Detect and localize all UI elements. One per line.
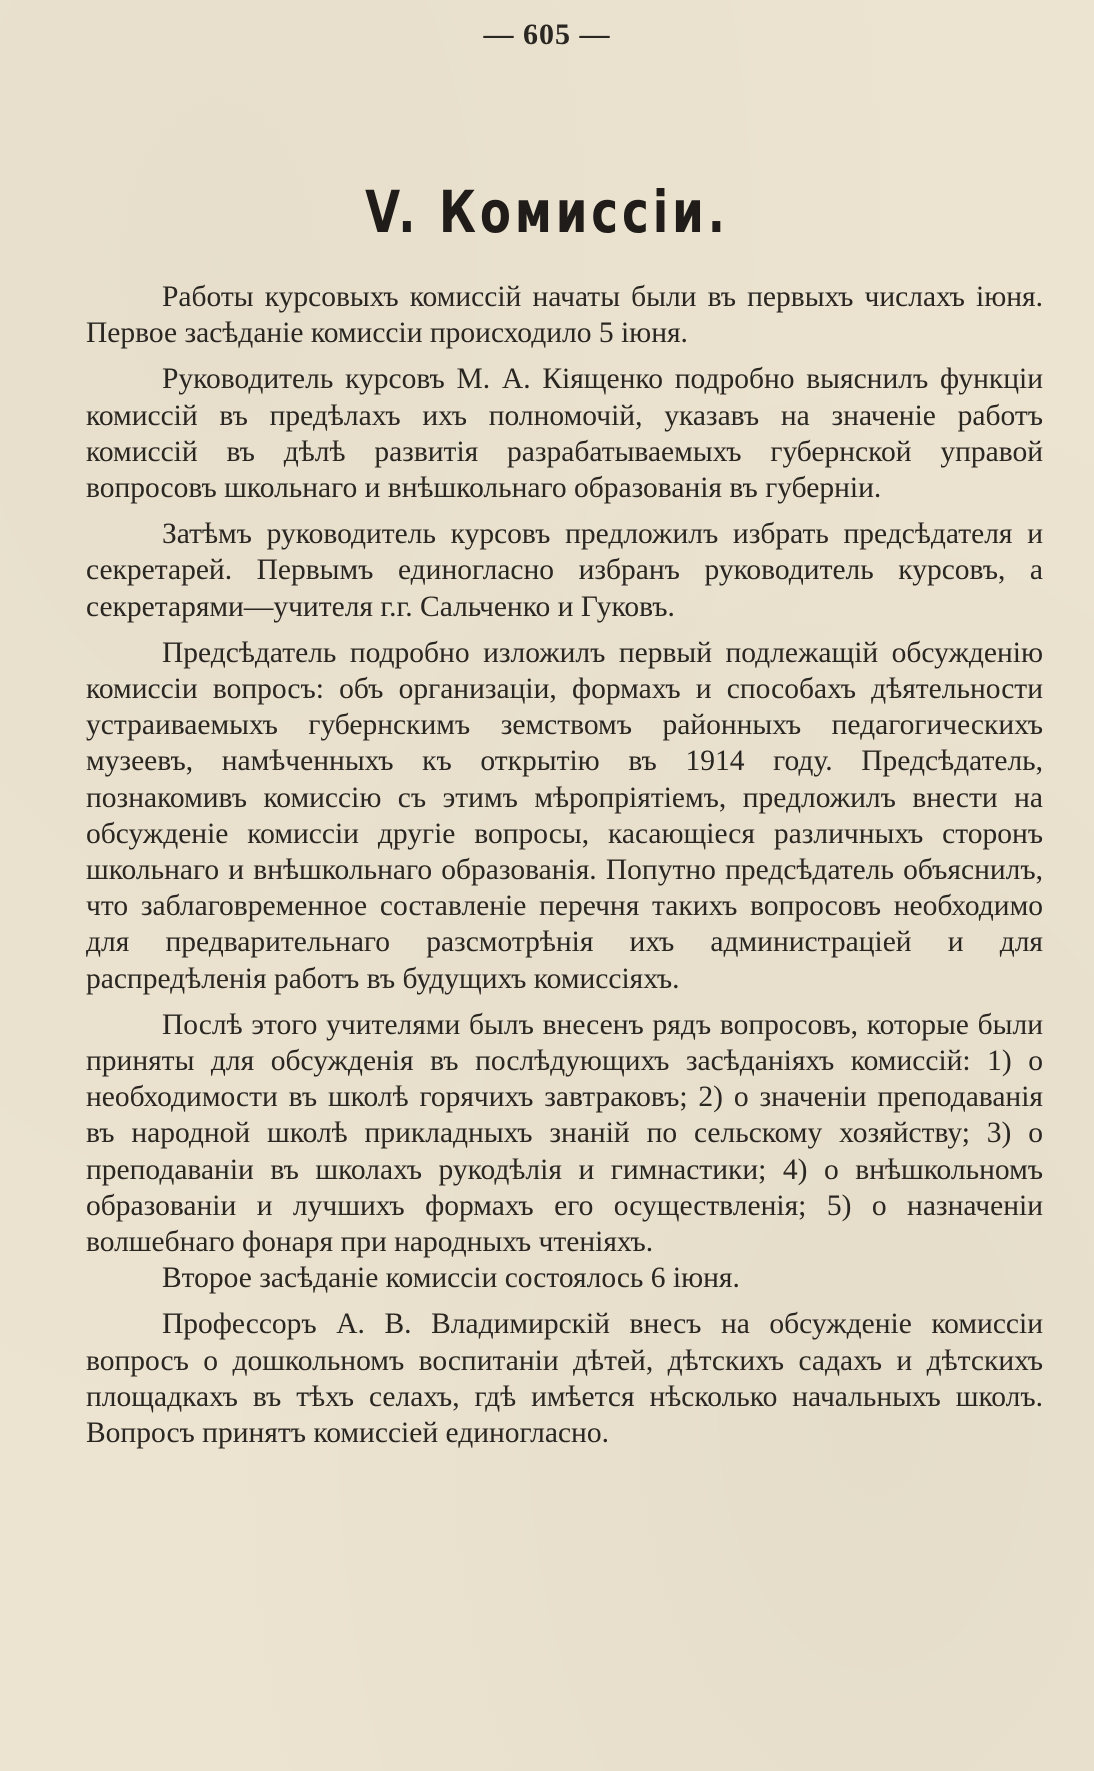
- page-number: — 605 —: [483, 18, 611, 51]
- paragraph: Профессоръ А. В. Владимирскій внесъ на обсужденіе комиссіи вопросъ о дошкольномъ воспитаніи дѣтей, дѣтскихъ садахъ и дѣтскихъ площадкахъ въ тѣхъ селахъ, гдѣ имѣется нѣсколько начальныхъ школъ. Вопросъ принятъ комиссіей единогласно.: [86, 1308, 1043, 1450]
- paragraph: Послѣ этого учителями былъ внесенъ рядъ вопросовъ, которые были приняты для обсужденія въ послѣдующихъ засѣданіяхъ комиссій: 1) о необходимости въ школѣ горячихъ завтраковъ; 2) о значеніи преподаванія въ народной школѣ прикладныхъ знаній по сельскому хозяйству; 3) о преподаваніи въ школахъ рукодѣлія и гимнастики; 4) о внѣшкольномъ образованіи и лучшихъ формахъ его осуществленія; 5) о назначеніи волшебнаго фонаря при народныхъ чтеніяхъ.: [86, 1008, 1043, 1259]
- paragraph: Предсѣдатель подробно изложилъ первый подлежащій обсужденію комиссіи вопросъ: объ организаціи, формахъ и способахъ дѣятельности устраиваемыхъ губернскимъ земствомъ районныхъ педагогическихъ музеевъ, намѣченныхъ къ открытію въ 1914 году. Предсѣдатель, познакомивъ комиссію съ этимъ мѣропріятіемъ, предложилъ внести на обсужденіе комиссіи другіе вопросы, касающіеся различныхъ сторонъ школьнаго и внѣшкольнаго образованія. Попутно предсѣдатель объяснилъ, что заблаговременное составленіе перечня такихъ вопросовъ необходимо для предварительнаго разсмотрѣнія ихъ администраціей и для распредѣленія работъ въ будущихъ комиссіяхъ.: [86, 636, 1043, 995]
- section-title: V. Комиссіи.: [365, 178, 729, 246]
- paragraph: Второе засѣданіе комиссіи состоялось 6 іюня.: [162, 1262, 740, 1295]
- paragraph: Руководитель курсовъ М. А. Кіященко подробно выяснилъ функціи комиссій въ предѣлахъ ихъ полномочій, указавъ на значеніе работъ комиссій въ дѣлѣ развитія разрабатываемыхъ губернской управой вопросовъ школьнаго и внѣшкольнаго образованія въ губерніи.: [86, 363, 1043, 505]
- paragraph: Работы курсовыхъ комиссій начаты были въ первыхъ числахъ іюня. Первое засѣданіе комиссіи происходило 5 іюня.: [86, 281, 1043, 350]
- body-text: [86, 279, 1043, 1451]
- paragraph: Затѣмъ руководитель курсовъ предложилъ избрать предсѣдателя и секретарей. Первымъ единогласно избранъ руководитель курсовъ, а секретарями—учителя г.г. Сальченко и Гуковъ.: [86, 518, 1043, 623]
